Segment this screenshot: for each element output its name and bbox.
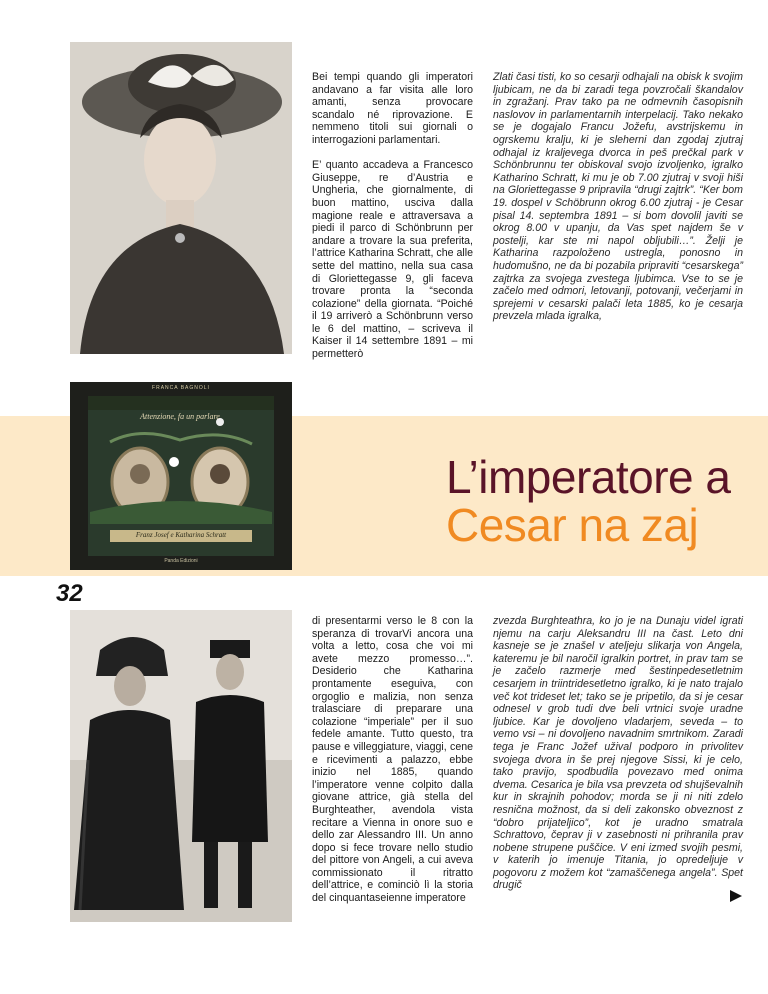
page-number: 32: [56, 580, 83, 607]
book-author: FRANCA BAGNOLI: [152, 385, 210, 391]
portrait-photo-katharina: [70, 42, 292, 354]
book-cover-image: [70, 382, 292, 570]
continue-arrow-icon: [730, 890, 742, 902]
italian-column-top: [312, 71, 473, 373]
slovene-column-bottom: [493, 615, 743, 905]
italian-column-bottom: [312, 615, 473, 917]
book-publisher: Panda Edizioni: [164, 558, 198, 564]
book-script-title: Attenzione, fa un parlare: [140, 412, 220, 421]
paragraph: E’ quanto accadeva a Francesco Giuseppe, re d’Austria e Ungheria, che giornalmente, di buon mattino, usciva dalla magione reale e attraversava a piedi il parco di Schönbrunn per andare a trovare la sua preferita, l’attrice Katharina Schratt, che alle sette del mattino, nella sua casa di Gloriettegasse 9, gli faceva trovare pronta la “seconda colazione” della giornata. “Poiché il 19 arriverò a Schönbrunn verso le 6 del mattino, – scriveva il Kaiser il 14 settembre 1891 – mi permetterò: [312, 159, 473, 361]
title-slovene: Cesar na zaj: [446, 499, 699, 551]
paragraph: di presentarmi verso le 8 con la speranza di trovarVi ancora una volta a letto, cosa che voi mi avete mezzo promesso…”. Desiderio che Katharina prontamente eseguiva, con orgoglio e malizia, non senza tralasciare di preparare una colazione “imperiale” per il suo fedele amante. Tutto questo, tra pause e villeggiature, viaggi, cene e ricevimenti a palazzo, ebbe inizio nel 1885, quando l’imperatore venne colpito dalla giovane attrice, già stella del Burghteather, avendola vista recitare a Vienna in onore suo e dello zar Alessandro III. Un anno dopo si fece trovare nello studio del pittore von Angeli, a cui aveva commissionato il ritratto dell’attrice, e cominciò lì la storia del cinquantaseienne imperatore: [312, 615, 473, 905]
slovene-column-top: [493, 71, 743, 335]
paragraph: zvezda Burghteathra, ko jo je na Dunaju videl igrati njemu na carju Aleksandru III na čast. Leto dni kasneje se je znašel v ateljeju slikarja von Angela, kateremu je bil naročil igralkin portret, in prav tam se je začelo razmerje med šestinpedesetletnim cesarjem in triintridesetletno igralko, ki je nato trajalo več kot trideset let; tako se je pripetilo, da si je cesar odnesel v grob tudi dve beli vrtnici svoje uradne ljubice. Kar je dovoljeno vladarjem, seveda – to vemo vsi – ni dovoljeno navadnim smrtnikom. Zaradi tega je Franc Jožef užival podporo in privolitev svojega dvora in še prej njegove Sissi, ki je celo, tako pravijo, spodbudila povezavo med onima dvema. Cesarica je bila vsa prevzeta od shujševalnih kur in skrajnih pohodov; morda se ji ni niti zdelo resnična možnost, da si deli zakonsko obveznost z “dobro prijateljico”, kot je uradno smatrala Schrattovo, čeprav ji v zasebnosti ni prihranila prav nobene strupene puščice. V eni izmed svojih pesmi, v katerih jo imenuje Titania, jo opredeljuje v pogovoru z možem kot “zamaščenega angela”. Spet drugič: [493, 615, 743, 892]
photo-emperor-and-actress: [70, 610, 292, 922]
paragraph: Bei tempi quando gli imperatori andavano a far visita alle loro amanti, senza provocare scandalo né riprovazione. E nemmeno titoli sui giornali o interrogazioni parlamentari.: [312, 71, 473, 146]
book-bottom-title: Franz Josef e Katharina Schratt: [135, 531, 227, 539]
title-italian: L’imperatore a: [446, 451, 731, 503]
paragraph: Zlati časi tisti, ko so cesarji odhajali na obisk k svojim ljubicam, ne da bi zaradi tega povzročali škandalov in zgražanj. Prav tako pa ne odmevnih časopisnih naslovov in parlamentarnih interpelacij. Tako nekako se je dogajalo Francu Jožefu, avstrijskemu in ogrskemu kralju, ki je sleherni dan zgodaj zjutraj odhajal iz kraljevega dvorca in peš prečkal park v Schönbrunnu ter obiskoval svojo izvoljenko, igralko Katharino Schratt, ki mu je ob 7.00 zjutraj v svoji hiši na Gloriettegasse 9 pripravila “drugi zajtrk”. “Ker bom 19. dospel v Schöbrunn okrog 6.00 zjutraj - je Cesar pisal 14. septembra 1891 – si bom dovolil javiti se okrog 8.00 v upanju, da Vas spet najdem še v postelji, kar ste mi napol obljubili…”. Želji je Katharina razpoloženo ustregla, ponosno in hudomušno, ne da bi pozabila pripraviti “cesarskega” zajtrka za svojega zvestega ljubimca. Vse to se je začelo med odmori, letovanji, potovanji, večerjami in sprejemi v cesarski palači leta 1885, ko je cesarja prevzela mlada igralka,: [493, 71, 743, 323]
